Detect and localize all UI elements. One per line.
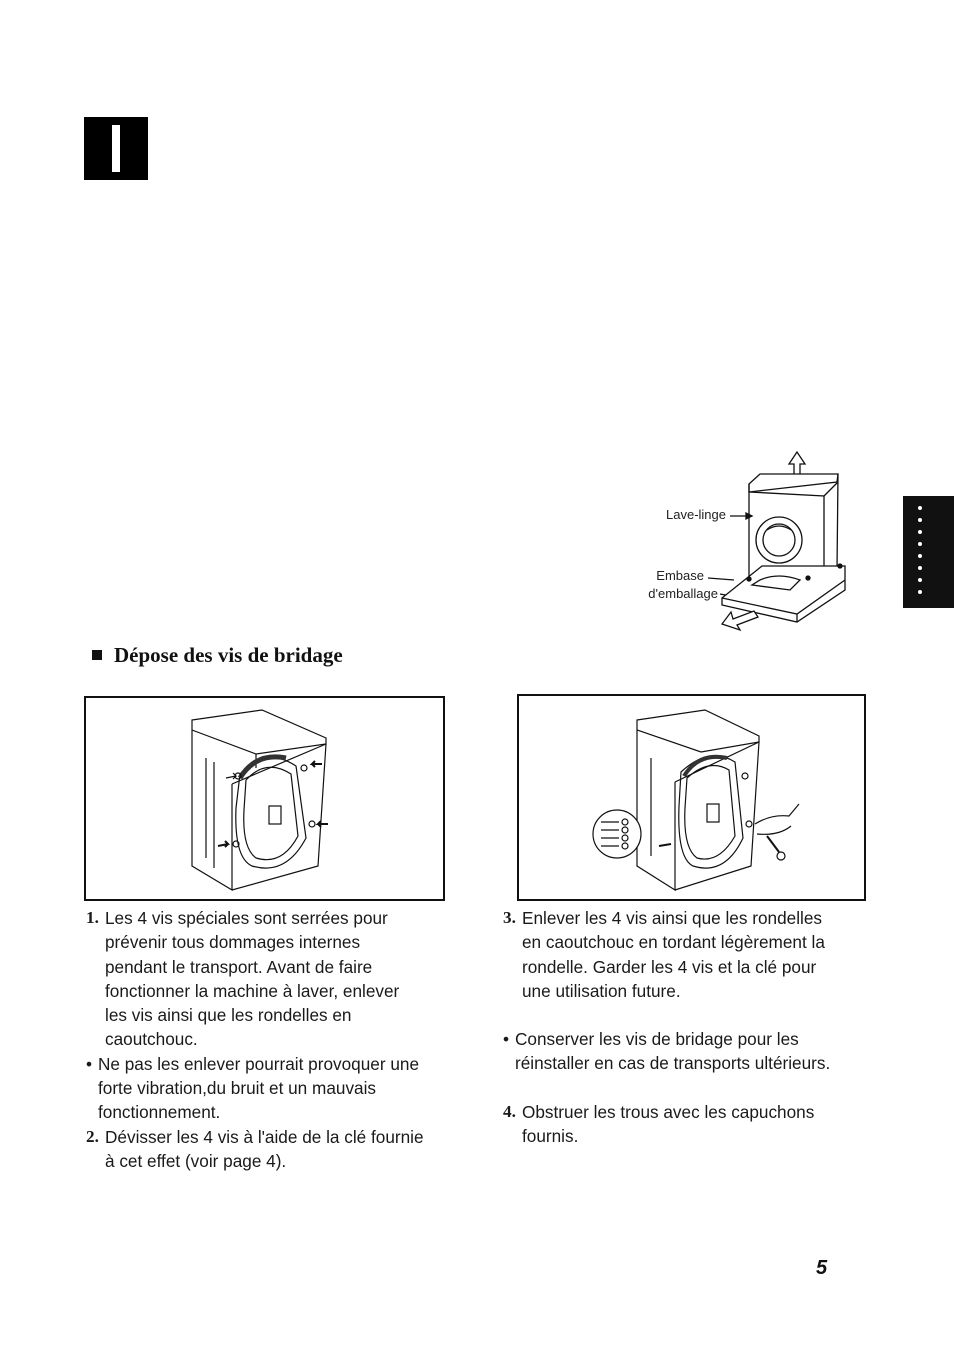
step-2: [86, 1125, 456, 1174]
step-1-line: caoutchouc.: [105, 1029, 198, 1050]
label-washer: Lave-linge: [666, 507, 726, 522]
bullet-note-1-line: forte vibration,du bruit et un mauvais: [98, 1078, 377, 1099]
step-2-line: Dévisser les 4 vis à l'aide de la clé fournie: [105, 1126, 424, 1147]
step-4-number: 4.: [503, 1101, 516, 1121]
step-1-line: prévenir tous dommages internes: [105, 932, 361, 953]
label-base-line2: d'emballage: [648, 586, 718, 601]
step-1-line: les vis ainsi que les rondelles en: [105, 1005, 352, 1026]
bullet-symbol: •: [503, 1029, 510, 1050]
section-title: [92, 643, 343, 668]
step-2-number: 2.: [86, 1126, 99, 1146]
bullet-symbol: •: [86, 1053, 93, 1074]
step-2-line: à cet effet (voir page 4).: [105, 1150, 287, 1171]
label-base-line1: Embase: [656, 568, 704, 583]
step-1-line: Les 4 vis spéciales sont serrées pour: [105, 908, 388, 928]
screw-removal-illustration: [519, 696, 864, 899]
step-3-number: 3.: [503, 908, 516, 927]
step-3-line: rondelle. Garder les 4 vis et la clé pour: [522, 956, 817, 977]
bullet-note-2-line: Conserver les vis de bridage pour les: [515, 1029, 799, 1050]
bullet-note-1-line: Ne pas les enlever pourrait provoquer une: [98, 1053, 420, 1074]
bullet-note-1: [86, 1052, 456, 1125]
step-1-number: 1.: [86, 908, 99, 927]
step-4-line: Obstruer les trous avec les capuchons: [522, 1101, 815, 1122]
step-1-line: pendant le transport. Avant de faire: [105, 956, 373, 977]
step-4: [503, 1100, 863, 1149]
step-3-line: Enlever les 4 vis ainsi que les rondelles: [522, 908, 822, 928]
bullet-note-2: [503, 1027, 863, 1076]
step-4-line: fournis.: [522, 1126, 579, 1147]
figure-box-left: [84, 696, 445, 901]
bullet-note-2-line: réinstaller en cas de transports ultérieurs.: [515, 1053, 831, 1074]
left-column-text: [86, 906, 456, 1173]
right-column-text: [503, 906, 863, 1148]
figure-box-right: [517, 694, 866, 901]
washer-lift-illustration: [0, 0, 954, 660]
washer-back-screws-illustration: [86, 698, 443, 899]
section-title-text: Dépose des vis de bridage: [114, 643, 343, 667]
step-3-line: en caoutchouc en tordant légèrement la: [522, 932, 825, 953]
step-1: [86, 906, 456, 1052]
page-number: 5: [816, 1257, 828, 1279]
bullet-note-1-line: fonctionnement.: [98, 1102, 221, 1123]
step-3: [503, 906, 863, 1003]
section-bullet-square: [92, 650, 102, 660]
step-3-line: une utilisation future.: [522, 980, 681, 1001]
step-1-line: fonctionner la machine à laver, enlever: [105, 980, 400, 1001]
